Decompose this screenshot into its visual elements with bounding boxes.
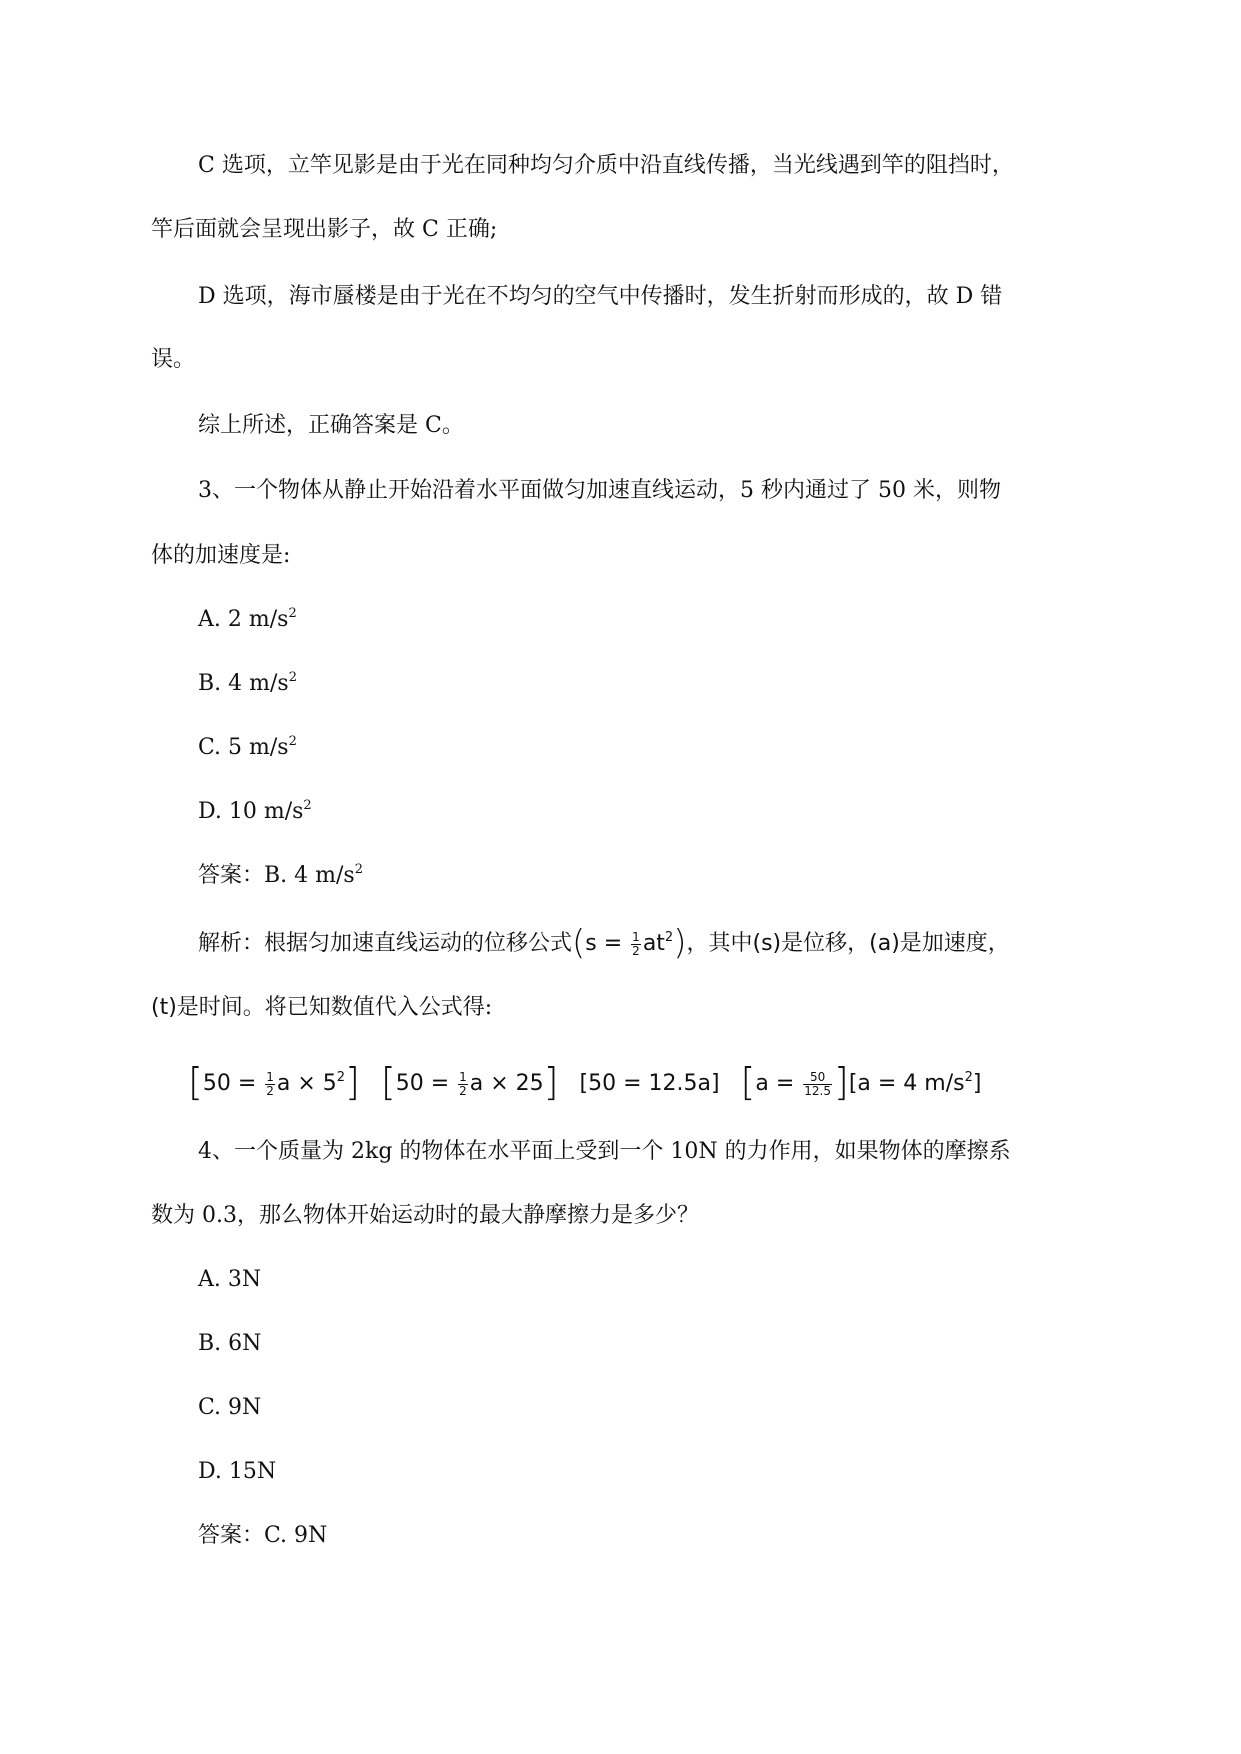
option-d-explanation-line2: 误。 [151,347,196,372]
q3-equations [188,1060,982,1104]
q3-analysis-line1: 解析：根据匀加速直线运动的位移公式(s = $\frac{1}{2}$ $at^2$)，其中(s)是位移，(a)是加速度， [198,923,1010,963]
q4-option-d: D. 15N [198,1459,277,1484]
equation-1: [50 = $\frac{1}{2}$ $a \times 5^2$] [188,1060,360,1104]
equation-2: [50 = $\frac{1}{2}$ a × 25] [380,1060,559,1104]
q4-stem-line2: 数为 0.3，那么物体开始运动时的最大静摩擦力是多少？ [151,1203,699,1228]
q3-option-b: B. 4 $m/s^2$ [198,670,297,696]
q3-option-d: D. 10 $m/s^2$ [198,798,312,824]
q4-answer: 答案：C. 9N [198,1523,328,1548]
equation-3: [50 = 12.5a] [579,1071,720,1096]
q3-analysis-line2: (t)是时间。将已知数值代入公式得: [151,995,493,1020]
equation-4: [a = $\frac{50}{12.5}$ ] [740,1060,849,1104]
q4-stem-line1: 4、一个质量为 2kg 的物体在水平面上受到一个 10N 的力作用，如果物体的摩擦系 [198,1139,1011,1164]
q4-option-c: C. 9N [198,1395,262,1420]
q3-stem-line2: 体的加速度是: [151,543,291,568]
option-d-explanation-line1: D 选项，海市蜃楼是由于光在不均匀的空气中传播时，发生折射而形成的，故 D 错 [198,284,1003,309]
q4-option-a: A. 3N [198,1267,262,1292]
displacement-formula: (s = $\frac{1}{2}$ $at^2$) [572,923,687,963]
q3-answer: 答案：B. 4 $m/s^2$ [198,862,363,888]
q3-option-a: A. 2 $m/s^2$ [198,606,297,632]
q4-option-b: B. 6N [198,1331,262,1356]
q3-option-c: C. 5 $m/s^2$ [198,734,297,760]
option-c-explanation-line2: 竿后面就会呈现出影子，故 C 正确; [151,217,498,242]
option-c-explanation-line1: C 选项，立竿见影是由于光在同种均匀介质中沿直线传播，当光线遇到竿的阻挡时， [198,153,1014,178]
q3-stem-line1: 3、一个物体从静止开始沿着水平面做匀加速直线运动，5 秒内通过了 50 米，则物 [198,478,1001,503]
q2-summary: 综上所述，正确答案是 C。 [198,413,464,438]
equation-5: [a = 4 $m/s^2$] [848,1070,982,1096]
